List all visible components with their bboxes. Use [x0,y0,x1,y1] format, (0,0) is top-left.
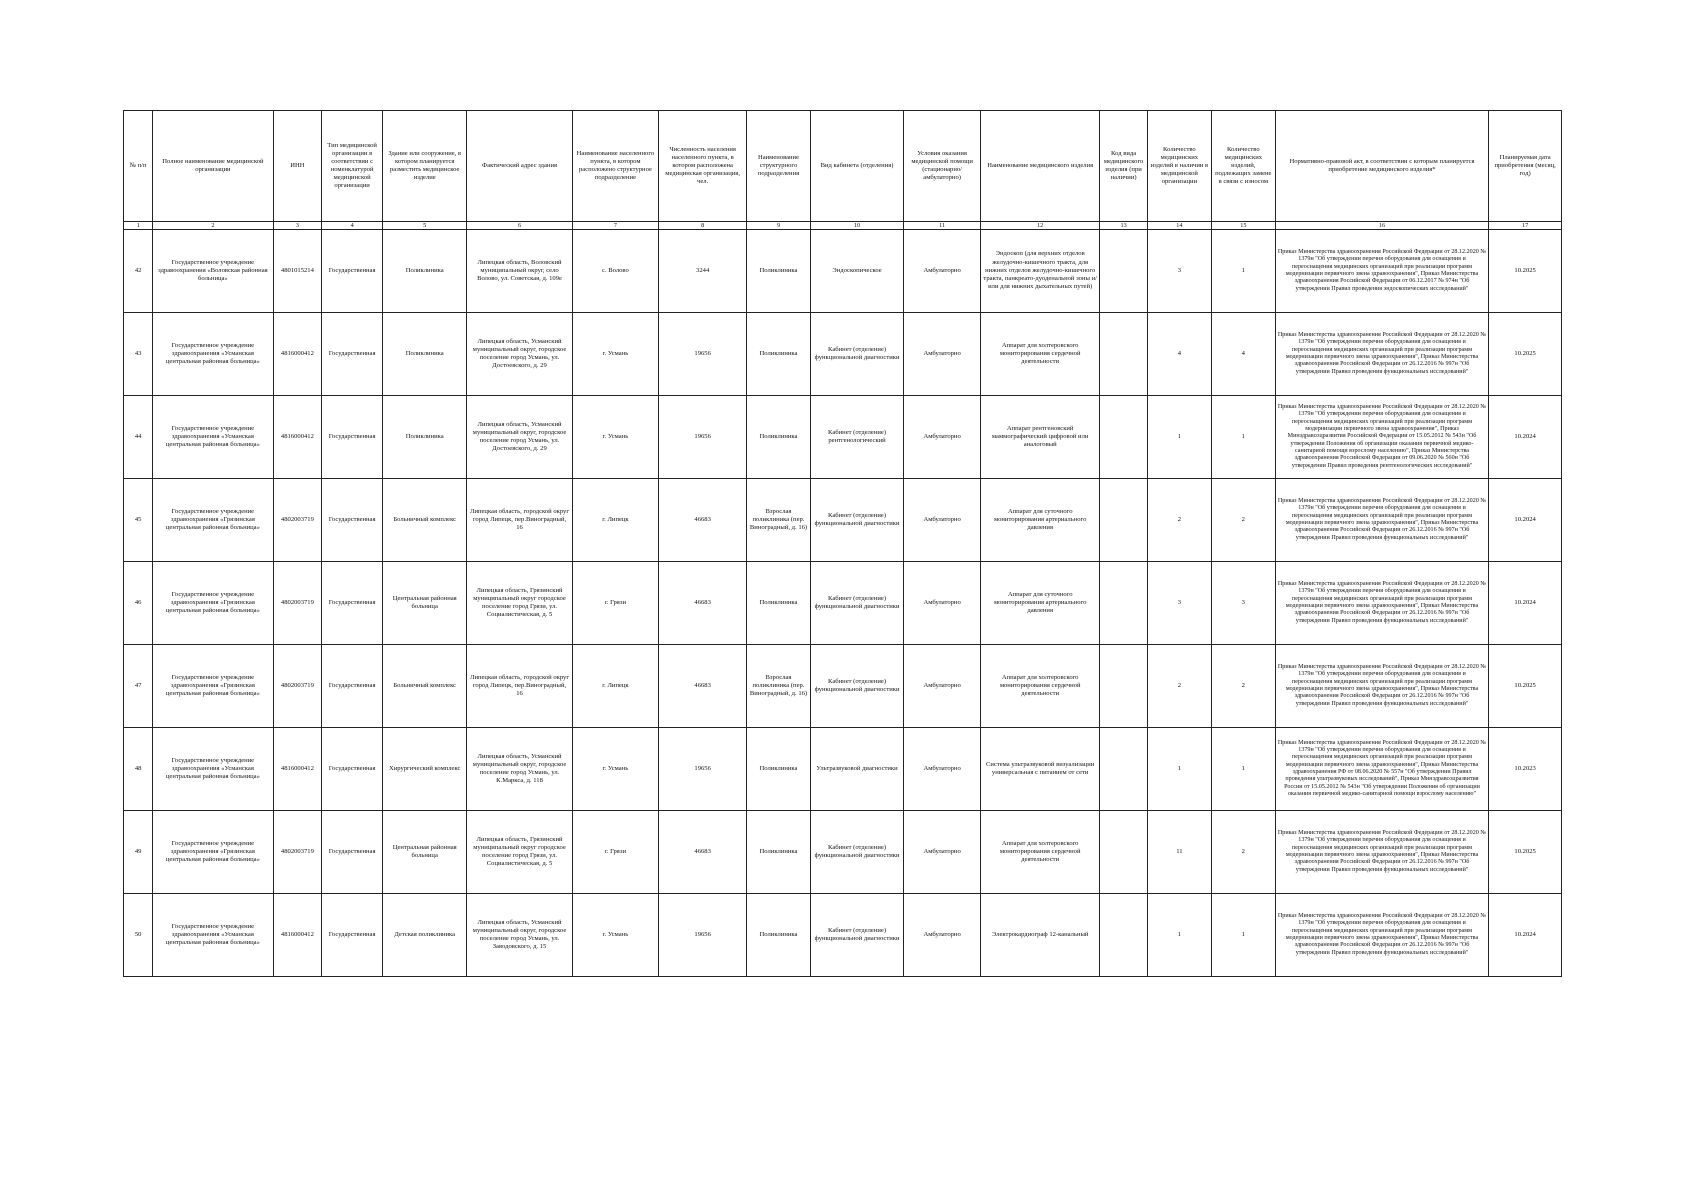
table-cell: Липецкая область, Усманский муниципальный округ, городское поселение город Усмань, ул. Заводовского, д. 15 [467,894,572,977]
table-cell: 11 [1147,811,1211,894]
table-cell: Детская поликлиника [382,894,467,977]
table-cell: Липецкая область, Усманский муниципальный округ, городское поселение город Усмань, ул. К.Маркса, д. 118 [467,728,572,811]
column-header: Нормативно-правовой акт, в соответствии с которым планируется приобретение медицинского изделия* [1275,111,1488,222]
table-cell: Больничный комплекс [382,479,467,562]
table-cell: Эндоскоп (для верхних отделов желудочно-кишечного тракта, для нижних отделов желудочно-кишечного тракта, панкреато-дуоденальной зоны и/или для нижних дыхательных путей) [981,230,1100,313]
table-cell: Липецкая область, городской округ город Липецк, пер.Виноградный, 16 [467,479,572,562]
table-cell: Взрослая поликлиника (пер. Виноградный, д. 16) [747,645,811,728]
table-cell: Государственное учреждение здравоохранения «Усманская центральная районная больница» [153,396,273,479]
table-cell: Аппарат для суточного мониторирования артериального давления [981,562,1100,645]
table-row [124,396,1562,479]
column-number: 8 [659,222,747,230]
table-cell: 1 [1211,728,1275,811]
table-row [124,728,1562,811]
column-number: 16 [1275,222,1488,230]
table-cell: 4802003719 [273,479,322,562]
column-headers-row [124,111,1562,222]
table-cell: Государственная [322,479,383,562]
table-cell: 1 [1211,230,1275,313]
table-cell: Государственная [322,894,383,977]
table-cell: 19656 [659,894,747,977]
table-cell: с. Волово [572,230,659,313]
column-number: 5 [382,222,467,230]
table-cell: 46683 [659,811,747,894]
table-cell: 4 [1211,313,1275,396]
table-cell: Государственное учреждение здравоохранения «Усманская центральная районная больница» [153,728,273,811]
table-cell: 47 [124,645,153,728]
table-cell: 4816000412 [273,728,322,811]
table-cell: г. Грязи [572,562,659,645]
table-cell: 2 [1211,645,1275,728]
table-cell: Приказ Министерства здравоохранения Российской Федерации от 28.12.2020 № 1379н "Об утверждении перечня оборудования для оснащения и переоснащения медицинских организаций при реализации программ модернизации первичного звена здравоохранения", Приказ Министерства здравоохранения Российской Федерации от 06.12.2017 № 974н "Об утверждении Правил проведения эндоскопических исследований" [1275,230,1488,313]
table-cell: Кабинет (отделение) функциональной диагностики [810,645,903,728]
table-cell: Аппарат для холтеровского мониторирования сердечной деятельности [981,811,1100,894]
table-cell: Государственная [322,645,383,728]
table-cell: Поликлиника [747,562,811,645]
table-cell: Электрокардиограф 12-канальный [981,894,1100,977]
table-cell: Приказ Министерства здравоохранения Российской Федерации от 28.12.2020 № 1379н "Об утверждении перечня оборудования для оснащения и переоснащения медицинских организаций при реализации программ модернизации первичного звена здравоохранения", Приказ Минздравсоцразвития Российской Федерации от 15.05.2012 № 543н "Об утверждении Положения об организации оказания первичной медико-санитарной помощи взрослому населению", Приказ Министерства здравоохранения Российской Федерации от 09.06.2020 № 560н "Об утверждении Правил проведения рентгенологических исследований" [1275,396,1488,479]
table-cell: Государственное учреждение здравоохранения «Усманская центральная районная больница» [153,313,273,396]
column-number: 6 [467,222,572,230]
table-row [124,562,1562,645]
table-row [124,894,1562,977]
table-cell: Кабинет (отделение) функциональной диагностики [810,894,903,977]
table-cell: Поликлиника [382,396,467,479]
table-cell: Поликлиника [747,728,811,811]
column-header: Количество медицинских изделий в наличии в медицинской организации [1147,111,1211,222]
column-number: 13 [1100,222,1148,230]
table-cell: г. Усмань [572,313,659,396]
table-cell: Государственное учреждение здравоохранения «Усманская центральная районная больница» [153,894,273,977]
column-number: 15 [1211,222,1275,230]
table-cell [1100,230,1148,313]
table-cell: 46 [124,562,153,645]
table-cell: Аппарат для суточного мониторирования артериального давления [981,479,1100,562]
table-cell: 10.2025 [1489,230,1562,313]
table-cell: 3244 [659,230,747,313]
table-cell: г. Усмань [572,728,659,811]
table-cell [1100,811,1148,894]
table-body [124,230,1562,977]
table-cell: 2 [1211,479,1275,562]
column-header: Фактический адрес здания [467,111,572,222]
table-cell: Приказ Министерства здравоохранения Российской Федерации от 28.12.2020 № 1379н "Об утверждении перечня оборудования для оснащения и переоснащения медицинских организаций при реализации программ модернизации первичного звена здравоохранения", Приказ Министерства здравоохранения Российской Федерации от 26.12.2016 № 997н "Об утверждении Правил проведения функциональных исследований" [1275,479,1488,562]
table-cell: Государственная [322,313,383,396]
table-cell: Поликлиника [382,313,467,396]
table-cell [1100,894,1148,977]
table-cell: 1 [1211,396,1275,479]
table-cell [1100,313,1148,396]
table-cell: 1 [1147,894,1211,977]
table-cell: 44 [124,396,153,479]
table-cell: Поликлиника [382,230,467,313]
table-cell: Приказ Министерства здравоохранения Российской Федерации от 28.12.2020 № 1379н "Об утверждении перечня оборудования для оснащения и переоснащения медицинских организаций при реализации программ модернизации первичного звена здравоохранения", Приказ Министерства здравоохранения Российской Федерации от 26.12.2016 № 997н "Об утверждении Правил проведения функциональных исследований" [1275,811,1488,894]
table-cell: Поликлиника [747,396,811,479]
table-cell: Государственное учреждение здравоохранения «Грязинская центральная районная больница» [153,645,273,728]
table-cell: 4816000412 [273,396,322,479]
table-cell [1100,562,1148,645]
table-cell [1100,728,1148,811]
column-header: Численность населения населенного пункта, в котором расположена медицинская организация, чел. [659,111,747,222]
table-cell: Липецкая область, Грязинский муниципальный округ городское поселение город Грязи, ул. Социалистическая, д. 5 [467,811,572,894]
table-cell: 2 [1147,479,1211,562]
table-cell: г. Грязи [572,811,659,894]
table-cell: Эндоскопическое [810,230,903,313]
column-number: 12 [981,222,1100,230]
table-cell: Амбулаторно [904,645,981,728]
table-cell: Липецкая область, Грязинский муниципальный округ городское поселение город Грязи, ул. Социалистическая, д. 5 [467,562,572,645]
column-header: Наименование медицинского изделия [981,111,1100,222]
table-cell: г. Усмань [572,894,659,977]
table-cell: 46683 [659,479,747,562]
table-cell: 19656 [659,728,747,811]
table-row [124,645,1562,728]
table-row [124,811,1562,894]
table-cell: Аппарат для холтеровского мониторирования сердечной деятельности [981,313,1100,396]
table-cell: 3 [1211,562,1275,645]
table-cell: 10.2024 [1489,479,1562,562]
equipment-plan-sheet [123,110,1562,977]
table-cell: 2 [1147,645,1211,728]
column-header: Вид кабинета (отделения) [810,111,903,222]
column-number: 7 [572,222,659,230]
table-cell: 4801015214 [273,230,322,313]
table-row [124,479,1562,562]
table-cell: Взрослая поликлиника (пер. Виноградный, д. 16) [747,479,811,562]
table-cell: 2 [1211,811,1275,894]
table-cell: 19656 [659,313,747,396]
column-header: ИНН [273,111,322,222]
table-cell: Система ультразвуковой визуализации универсальная с питанием от сети [981,728,1100,811]
table-row [124,230,1562,313]
table-cell: Аппарат для холтеровского мониторирования сердечной деятельности [981,645,1100,728]
table-cell: 49 [124,811,153,894]
table-cell: 19656 [659,396,747,479]
table-cell: Поликлиника [747,894,811,977]
table-cell: Амбулаторно [904,313,981,396]
table-cell: 10.2024 [1489,396,1562,479]
table-cell: Центральная районная больница [382,562,467,645]
table-cell: Кабинет (отделение) функциональной диагностики [810,479,903,562]
table-cell: 4816000412 [273,313,322,396]
column-header: Тип медицинской организации в соответствии с номенклатурой медицинской организации [322,111,383,222]
table-cell: 46683 [659,562,747,645]
table-cell: Аппарат рентгеновский маммографический цифровой или аналоговый [981,396,1100,479]
table-cell: Поликлиника [747,230,811,313]
table-cell: 10.2024 [1489,894,1562,977]
table-cell: 3 [1147,562,1211,645]
table-cell: 4816000412 [273,894,322,977]
table-cell: 10.2025 [1489,645,1562,728]
table-cell: 48 [124,728,153,811]
table-cell: Амбулаторно [904,479,981,562]
column-number: 1 [124,222,153,230]
table-cell: 4802003719 [273,562,322,645]
column-numbers-row [124,222,1562,230]
table-cell: Амбулаторно [904,811,981,894]
table-cell: Амбулаторно [904,894,981,977]
table-cell: 42 [124,230,153,313]
column-number: 4 [322,222,383,230]
table-cell: Липецкая область, Воловский муниципальный округ, село Волово, ул. Советская, д. 109е [467,230,572,313]
column-number: 17 [1489,222,1562,230]
table-cell: 1 [1147,728,1211,811]
table-cell: 3 [1147,230,1211,313]
table-header [124,111,1562,230]
column-header: Полное наименование медицинской организации [153,111,273,222]
table-cell: 4802003719 [273,645,322,728]
table-cell: г. Усмань [572,396,659,479]
table-cell: Кабинет (отделение) функциональной диагностики [810,562,903,645]
table-cell: Государственная [322,562,383,645]
table-cell: Больничный комплекс [382,645,467,728]
table-cell: Хирургический комплекс [382,728,467,811]
table-cell: Амбулаторно [904,728,981,811]
table-cell: Поликлиника [747,811,811,894]
table-cell [1100,479,1148,562]
table-cell: 4 [1147,313,1211,396]
table-cell: 1 [1147,396,1211,479]
table-cell: 4802003719 [273,811,322,894]
table-cell: Поликлиника [747,313,811,396]
table-cell: Амбулаторно [904,230,981,313]
table-cell: г. Липецк [572,645,659,728]
column-header: № п/п [124,111,153,222]
table-cell: Государственная [322,396,383,479]
column-header: Планируемая дата приобретения (месяц, год) [1489,111,1562,222]
column-header: Наименование структурного подразделения [747,111,811,222]
table-cell: 46683 [659,645,747,728]
table-cell: 10.2025 [1489,313,1562,396]
table-cell: Приказ Министерства здравоохранения Российской Федерации от 28.12.2020 № 1379н "Об утверждении перечня оборудования для оснащения и переоснащения медицинских организаций при реализации программ модернизации первичного звена здравоохранения", Приказ Министерства здравоохранения Российской Федерации от 26.12.2016 № 997н "Об утверждении Правил проведения функциональных исследований" [1275,645,1488,728]
column-number: 14 [1147,222,1211,230]
column-number: 9 [747,222,811,230]
table-cell: 1 [1211,894,1275,977]
column-number: 11 [904,222,981,230]
table-cell: Государственное учреждение здравоохранения «Воловская районная больница» [153,230,273,313]
table-cell: Приказ Министерства здравоохранения Российской Федерации от 28.12.2020 № 1379н "Об утверждении перечня оборудования для оснащения и переоснащения медицинских организаций при реализации программ модернизации первичного звена здравоохранения", Приказ Министерства здравоохранения Российской Федерации от 26.12.2016 № 997н "Об утверждении Правил проведения функциональных исследований" [1275,894,1488,977]
table-cell: Амбулаторно [904,562,981,645]
table-cell: Государственное учреждение здравоохранения «Грязинская центральная районная больница» [153,811,273,894]
table-cell: Приказ Министерства здравоохранения Российской Федерации от 28.12.2020 № 1379н "Об утверждении перечня оборудования для оснащения и переоснащения медицинских организаций при реализации программ модернизации первичного звена здравоохранения", Приказ Министерства здравоохранения РФ от 08.06.2020 № 557н "Об утверждении Правил проведения ультразвуковых исследований", Приказ Минздравсоцразвития России от 15.05.2012 № 543н "Об утверждении Положения об организации оказания первичной медико-санитарной помощи взрослому населению" [1275,728,1488,811]
column-header: Код вида медицинского изделия (при наличии) [1100,111,1148,222]
table-cell: Кабинет (отделение) рентгенологический [810,396,903,479]
table-cell: Липецкая область, Усманский муниципальный округ, городское поселение город Усмань, ул. Достоевского, д. 29 [467,313,572,396]
table-cell [1100,396,1148,479]
column-header: Условия оказания медицинской помощи (стационарно/ амбулаторно) [904,111,981,222]
table-row [124,313,1562,396]
table-cell [1100,645,1148,728]
table-cell: Государственная [322,230,383,313]
table-cell: Кабинет (отделение) функциональной диагностики [810,811,903,894]
table-cell: 10.2025 [1489,811,1562,894]
table-cell: Приказ Министерства здравоохранения Российской Федерации от 28.12.2020 № 1379н "Об утверждении перечня оборудования для оснащения и переоснащения медицинских организаций при реализации программ модернизации первичного звена здравоохранения", Приказ Министерства здравоохранения Российской Федерации от 26.12.2016 № 997н "Об утверждении Правил проведения функциональных исследований" [1275,313,1488,396]
table-cell: Ультразвуковой диагностики [810,728,903,811]
table-cell: Государственное учреждение здравоохранения «Грязинская центральная районная больница» [153,562,273,645]
table-cell: 45 [124,479,153,562]
table-cell: 50 [124,894,153,977]
table-cell: Государственная [322,728,383,811]
table-cell: 10.2023 [1489,728,1562,811]
table-cell: 43 [124,313,153,396]
equipment-table [123,110,1562,977]
column-header: Здание или сооружение, в котором планируется разместить медицинское изделие [382,111,467,222]
column-number: 3 [273,222,322,230]
table-cell: г. Липецк [572,479,659,562]
table-cell: Государственная [322,811,383,894]
table-cell: Приказ Министерства здравоохранения Российской Федерации от 28.12.2020 № 1379н "Об утверждении перечня оборудования для оснащения и переоснащения медицинских организаций при реализации программ модернизации первичного звена здравоохранения", Приказ Министерства здравоохранения Российской Федерации от 26.12.2016 № 997н "Об утверждении Правил проведения функциональных исследований" [1275,562,1488,645]
table-cell: Центральная районная больница [382,811,467,894]
column-number: 10 [810,222,903,230]
table-cell: Амбулаторно [904,396,981,479]
table-cell: 10.2024 [1489,562,1562,645]
table-cell: Липецкая область, Усманский муниципальный округ, городское поселение город Усмань, ул. Достоевского, д. 29 [467,396,572,479]
table-cell: Липецкая область, городской округ город Липецк, пер.Виноградный, 16 [467,645,572,728]
table-cell: Кабинет (отделение) функциональной диагностики [810,313,903,396]
table-cell: Государственное учреждение здравоохранения «Грязинская центральная районная больница» [153,479,273,562]
column-header: Наименование населенного пункта, в котором расположено структурное подразделение [572,111,659,222]
column-header: Количество медицинских изделий, подлежащих замене в связи с износом [1211,111,1275,222]
column-number: 2 [153,222,273,230]
